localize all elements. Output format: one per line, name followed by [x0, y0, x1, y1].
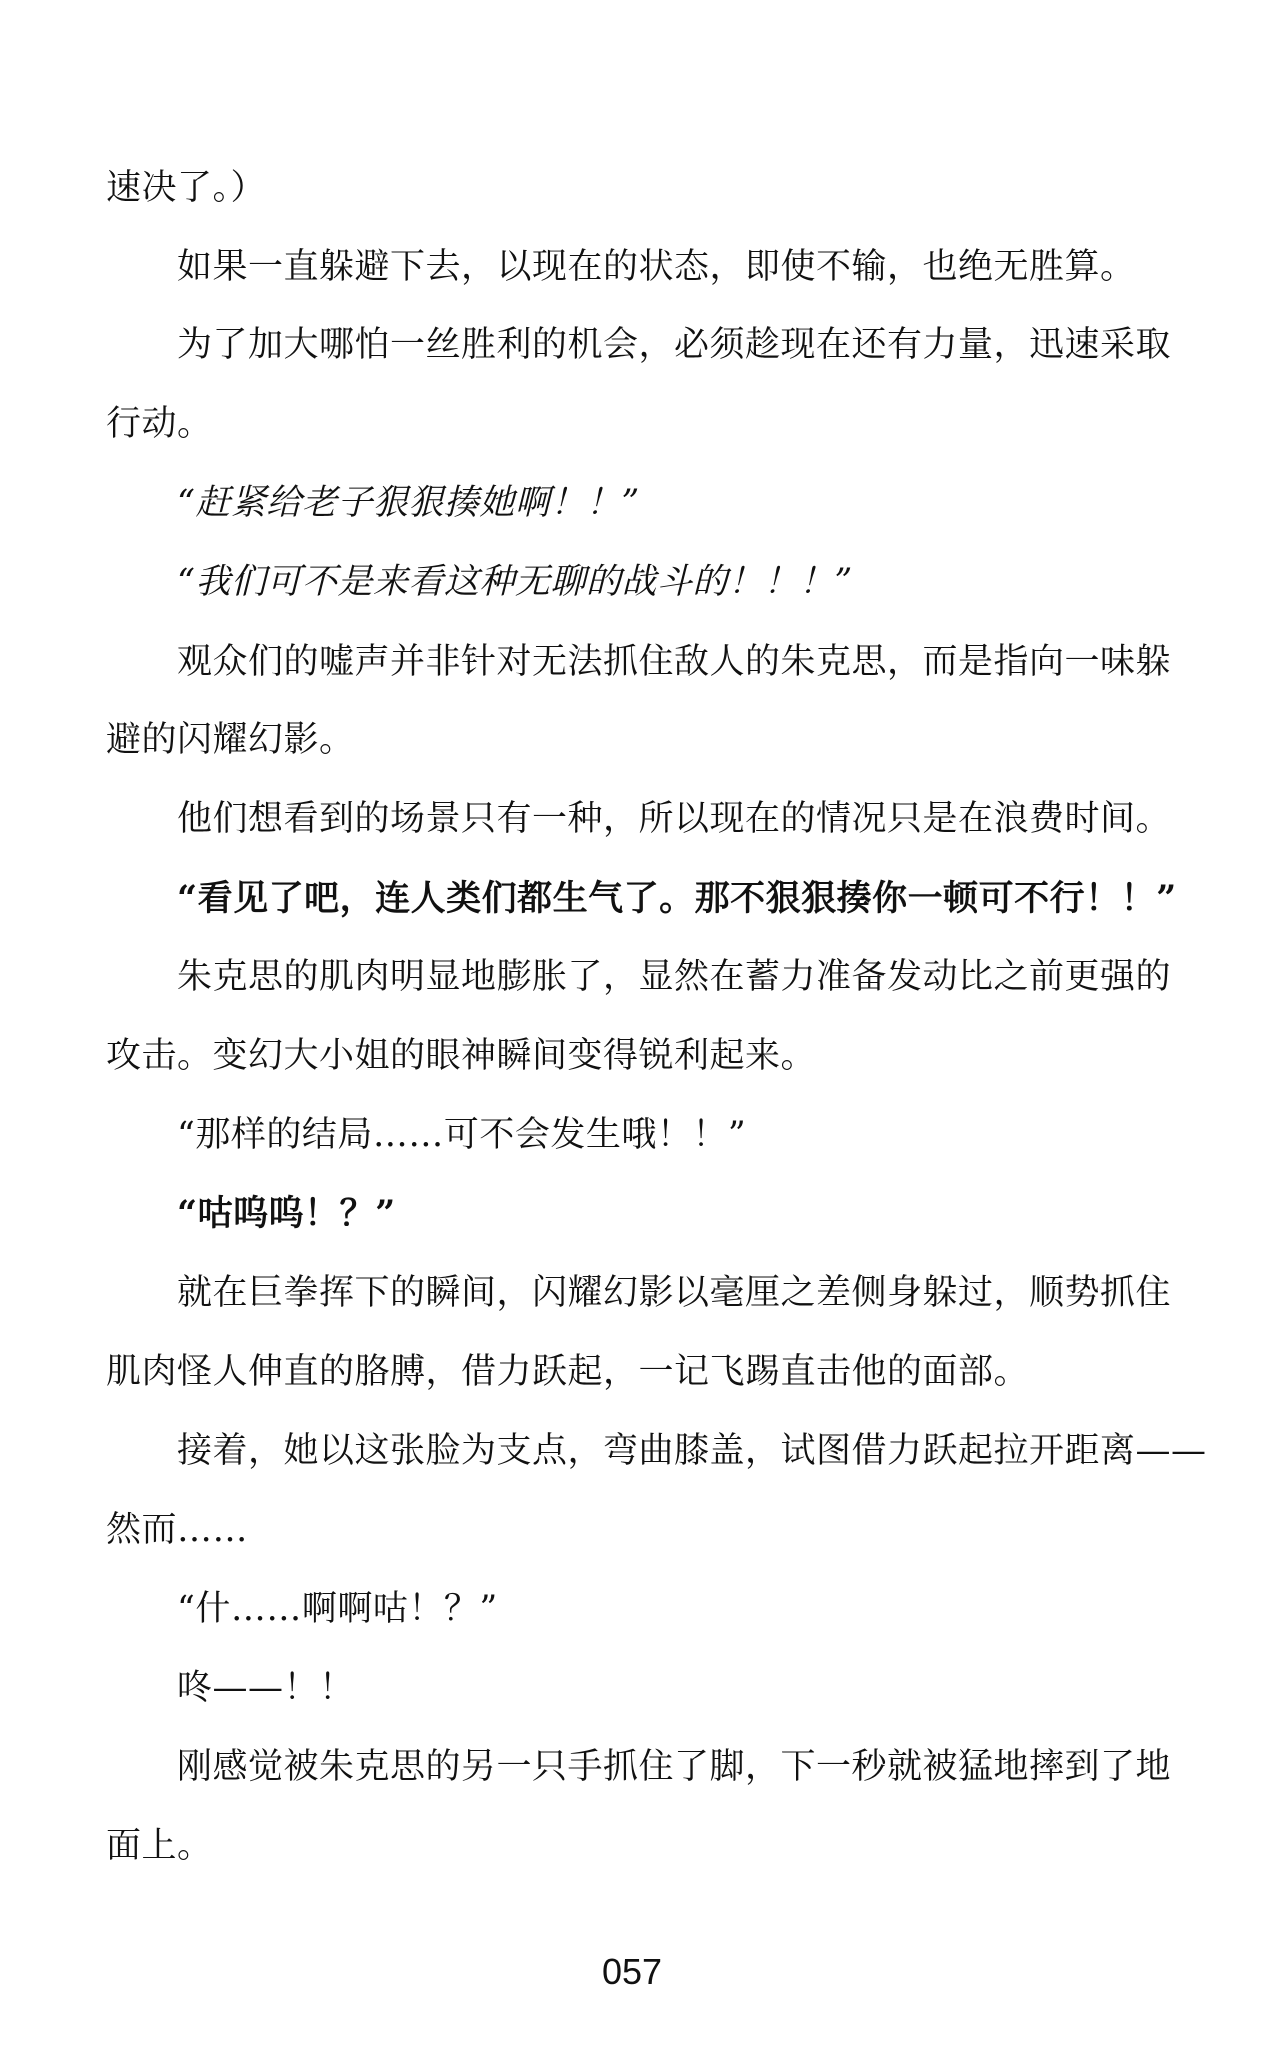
text-line: 避的闪耀幻影。	[106, 720, 355, 760]
text-line: 朱克思的肌肉明显地膨胀了，显然在蓄力准备发动比之前更强的	[177, 957, 1172, 997]
text-line: 攻击。变幻大小姐的眼神瞬间变得锐利起来。	[106, 1036, 817, 1076]
text-line: 行动。	[106, 404, 213, 444]
text-line: 他们想看到的场景只有一种，所以现在的情况只是在浪费时间。	[177, 799, 1172, 839]
text-line: 观众们的嘘声并非针对无法抓住敌人的朱克思，而是指向一味躲	[177, 642, 1172, 682]
dialogue-line: “赶紧给老子狠狠揍她啊！！”	[177, 483, 640, 523]
dialogue-line: “那样的结局……可不会发生哦！！”	[177, 1115, 747, 1155]
dialogue-line: “什……啊啊咕！？”	[177, 1589, 498, 1629]
page-number: 057	[601, 1951, 663, 1992]
dialogue-line: “看见了吧，连人类们都生气了。那不狠狠揍你一顿可不行！！”	[177, 878, 1177, 919]
text-line: 接着，她以这张脸为支点，弯曲膝盖，试图借力跃起拉开距离——	[177, 1431, 1207, 1471]
text-line: 如果一直躲避下去，以现在的状态，即使不输，也绝无胜算。	[177, 247, 1136, 287]
text-line: 就在巨拳挥下的瞬间，闪耀幻影以毫厘之差侧身躲过，顺势抓住	[177, 1273, 1172, 1313]
text-line: 然而……	[106, 1510, 249, 1550]
sound-effect-line: 咚——！！	[177, 1668, 355, 1708]
text-line: 为了加大哪怕一丝胜利的机会，必须趁现在还有力量，迅速采取	[177, 325, 1172, 365]
text-line: 刚感觉被朱克思的另一只手抓住了脚，下一秒就被猛地摔到了地	[177, 1747, 1172, 1787]
dialogue-line: “咕呜呜！？”	[177, 1193, 396, 1234]
dialogue-line: “我们可不是来看这种无聊的战斗的！！！”	[177, 562, 853, 602]
text-line: 肌肉怪人伸直的胳膊，借力跃起，一记飞踢直击他的面部。	[106, 1352, 1030, 1392]
text-line: 面上。	[106, 1826, 213, 1866]
text-line: 速决了。）	[106, 168, 267, 208]
